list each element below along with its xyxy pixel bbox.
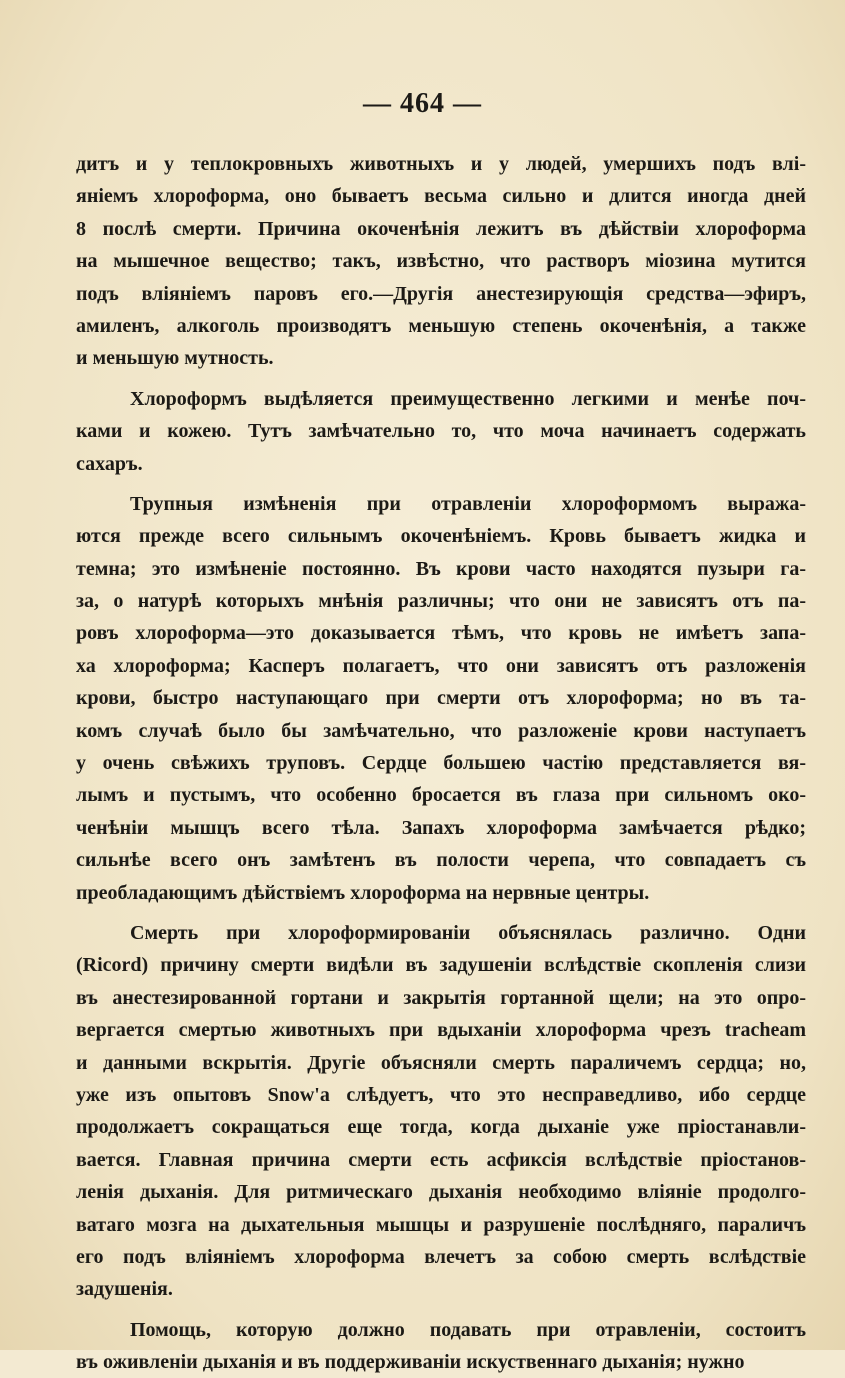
text-line: уже изъ опытовъ Snow'a слѣдуетъ, что это несправедливо, ибо сердце <box>76 1083 806 1106</box>
text-line: у очень свѣжихъ труповъ. Сердце большею частію представляется вя- <box>76 752 806 775</box>
text-line: и данными вскрытія. Другіе объясняли смерть параличемъ сердца; но, <box>76 1051 806 1074</box>
paragraph <box>76 148 806 375</box>
page-number: — 464 — <box>363 88 482 119</box>
body-text <box>76 148 806 1378</box>
text-line: Трупныя измѣненія при отравленіи хлороформомъ выража- <box>130 492 806 515</box>
text-line: подъ вліяніемъ паровъ его.—Другія анестезирующія средства—эфиръ, <box>76 282 806 305</box>
text-line: Помощь, которую должно подавать при отравленіи, состоитъ <box>130 1318 806 1341</box>
text-line: темна; это измѣненіе постоянно. Въ крови часто находятся пузыри га- <box>76 557 806 580</box>
paragraph-gap <box>76 480 806 488</box>
text-line: ченѣніи мышцъ всего тѣла. Запахъ хлороформа замѣчается рѣдко; <box>76 816 806 839</box>
text-line: ются прежде всего сильнымъ окоченѣніемъ. Кровь бываетъ жидка и <box>76 525 806 548</box>
paragraph <box>76 1314 806 1378</box>
paragraph-gap <box>76 375 806 383</box>
text-line: 8 послѣ смерти. Причина окоченѣнія лежитъ въ дѣйствіи хлороформа <box>76 217 806 240</box>
text-line: Смерть при хлороформированіи объяснялась различно. Одни <box>130 921 806 944</box>
text-line: преобладающимъ дѣйствіемъ хлороформа на нервные центры. <box>76 881 650 904</box>
text-line: комъ случаѣ было бы замѣчательно, что разложеніе крови наступаетъ <box>76 719 806 742</box>
text-line: дитъ и у теплокровныхъ животныхъ и у людей, умершихъ подъ влі- <box>76 153 806 175</box>
text-line: сильнѣе всего онъ замѣтенъ въ полости черепа, что совпадаетъ съ <box>76 849 806 872</box>
text-line: ровъ хлороформа—это доказывается тѣмъ, что кровь не имѣетъ запа- <box>76 622 806 645</box>
paragraph-gap <box>76 909 806 917</box>
text-line: ками и кожею. Тутъ замѣчательно то, что моча начинаетъ содержать <box>76 420 806 443</box>
paragraph <box>76 488 806 909</box>
text-line: крови, быстро наступающаго при смерти отъ хлороформа; но въ та- <box>76 687 806 710</box>
text-line: сахаръ. <box>76 452 143 475</box>
text-line: на мышечное вещество; такъ, извѣстно, что растворъ міозина мутится <box>76 250 806 273</box>
text-line: (Ricord) причину смерти видѣли въ задушеніи вслѣдствіе скопленія слизи <box>76 954 806 977</box>
text-line: вается. Главная причина смерти есть асфиксія вслѣдствіе пріостанов- <box>76 1148 806 1171</box>
text-line: лымъ и пустымъ, что особенно бросается въ глаза при сильномъ око- <box>76 784 806 807</box>
paragraph-gap <box>76 1306 806 1314</box>
text-line: и меньшую мутность. <box>76 347 274 370</box>
paragraph <box>76 917 806 1306</box>
text-line: ленія дыханія. Для ритмическаго дыханія необходимо вліяніе продолго- <box>76 1181 806 1204</box>
text-line: яніемъ хлороформа, оно бываетъ весьма сильно и длится иногда дней <box>76 185 806 208</box>
paragraph <box>76 383 806 480</box>
text-line: ватаго мозга на дыхательныя мышцы и разрушеніе послѣдняго, параличъ <box>76 1213 806 1236</box>
text-line: ха хлороформа; Касперъ полагаетъ, что они зависятъ отъ разложенія <box>76 654 806 677</box>
text-line: за, о натурѣ которыхъ мнѣнія различны; что они не зависятъ отъ па- <box>76 590 806 613</box>
text-line: его подъ вліяніемъ хлороформа влечетъ за собою смерть вслѣдствіе <box>76 1245 806 1268</box>
text-line: амиленъ, алкоголь производятъ меньшую степень окоченѣнія, а также <box>76 314 806 337</box>
text-line: Хлороформъ выдѣляется преимущественно легкими и менѣе поч- <box>130 387 806 410</box>
text-line: въ анестезированной гортани и закрытія гортанной щели; на это опро- <box>76 986 806 1009</box>
text-line: задушенія. <box>76 1278 173 1301</box>
text-line: вергается смертью животныхъ при вдыханіи хлороформа чрезъ tracheam <box>76 1019 806 1042</box>
text-line: въ оживленіи дыханія и въ поддерживаніи искуственнаго дыханія; нужно <box>76 1351 745 1374</box>
text-line: продолжаетъ сокращаться еще тогда, когда дыханіе уже пріостанавли- <box>76 1116 806 1139</box>
